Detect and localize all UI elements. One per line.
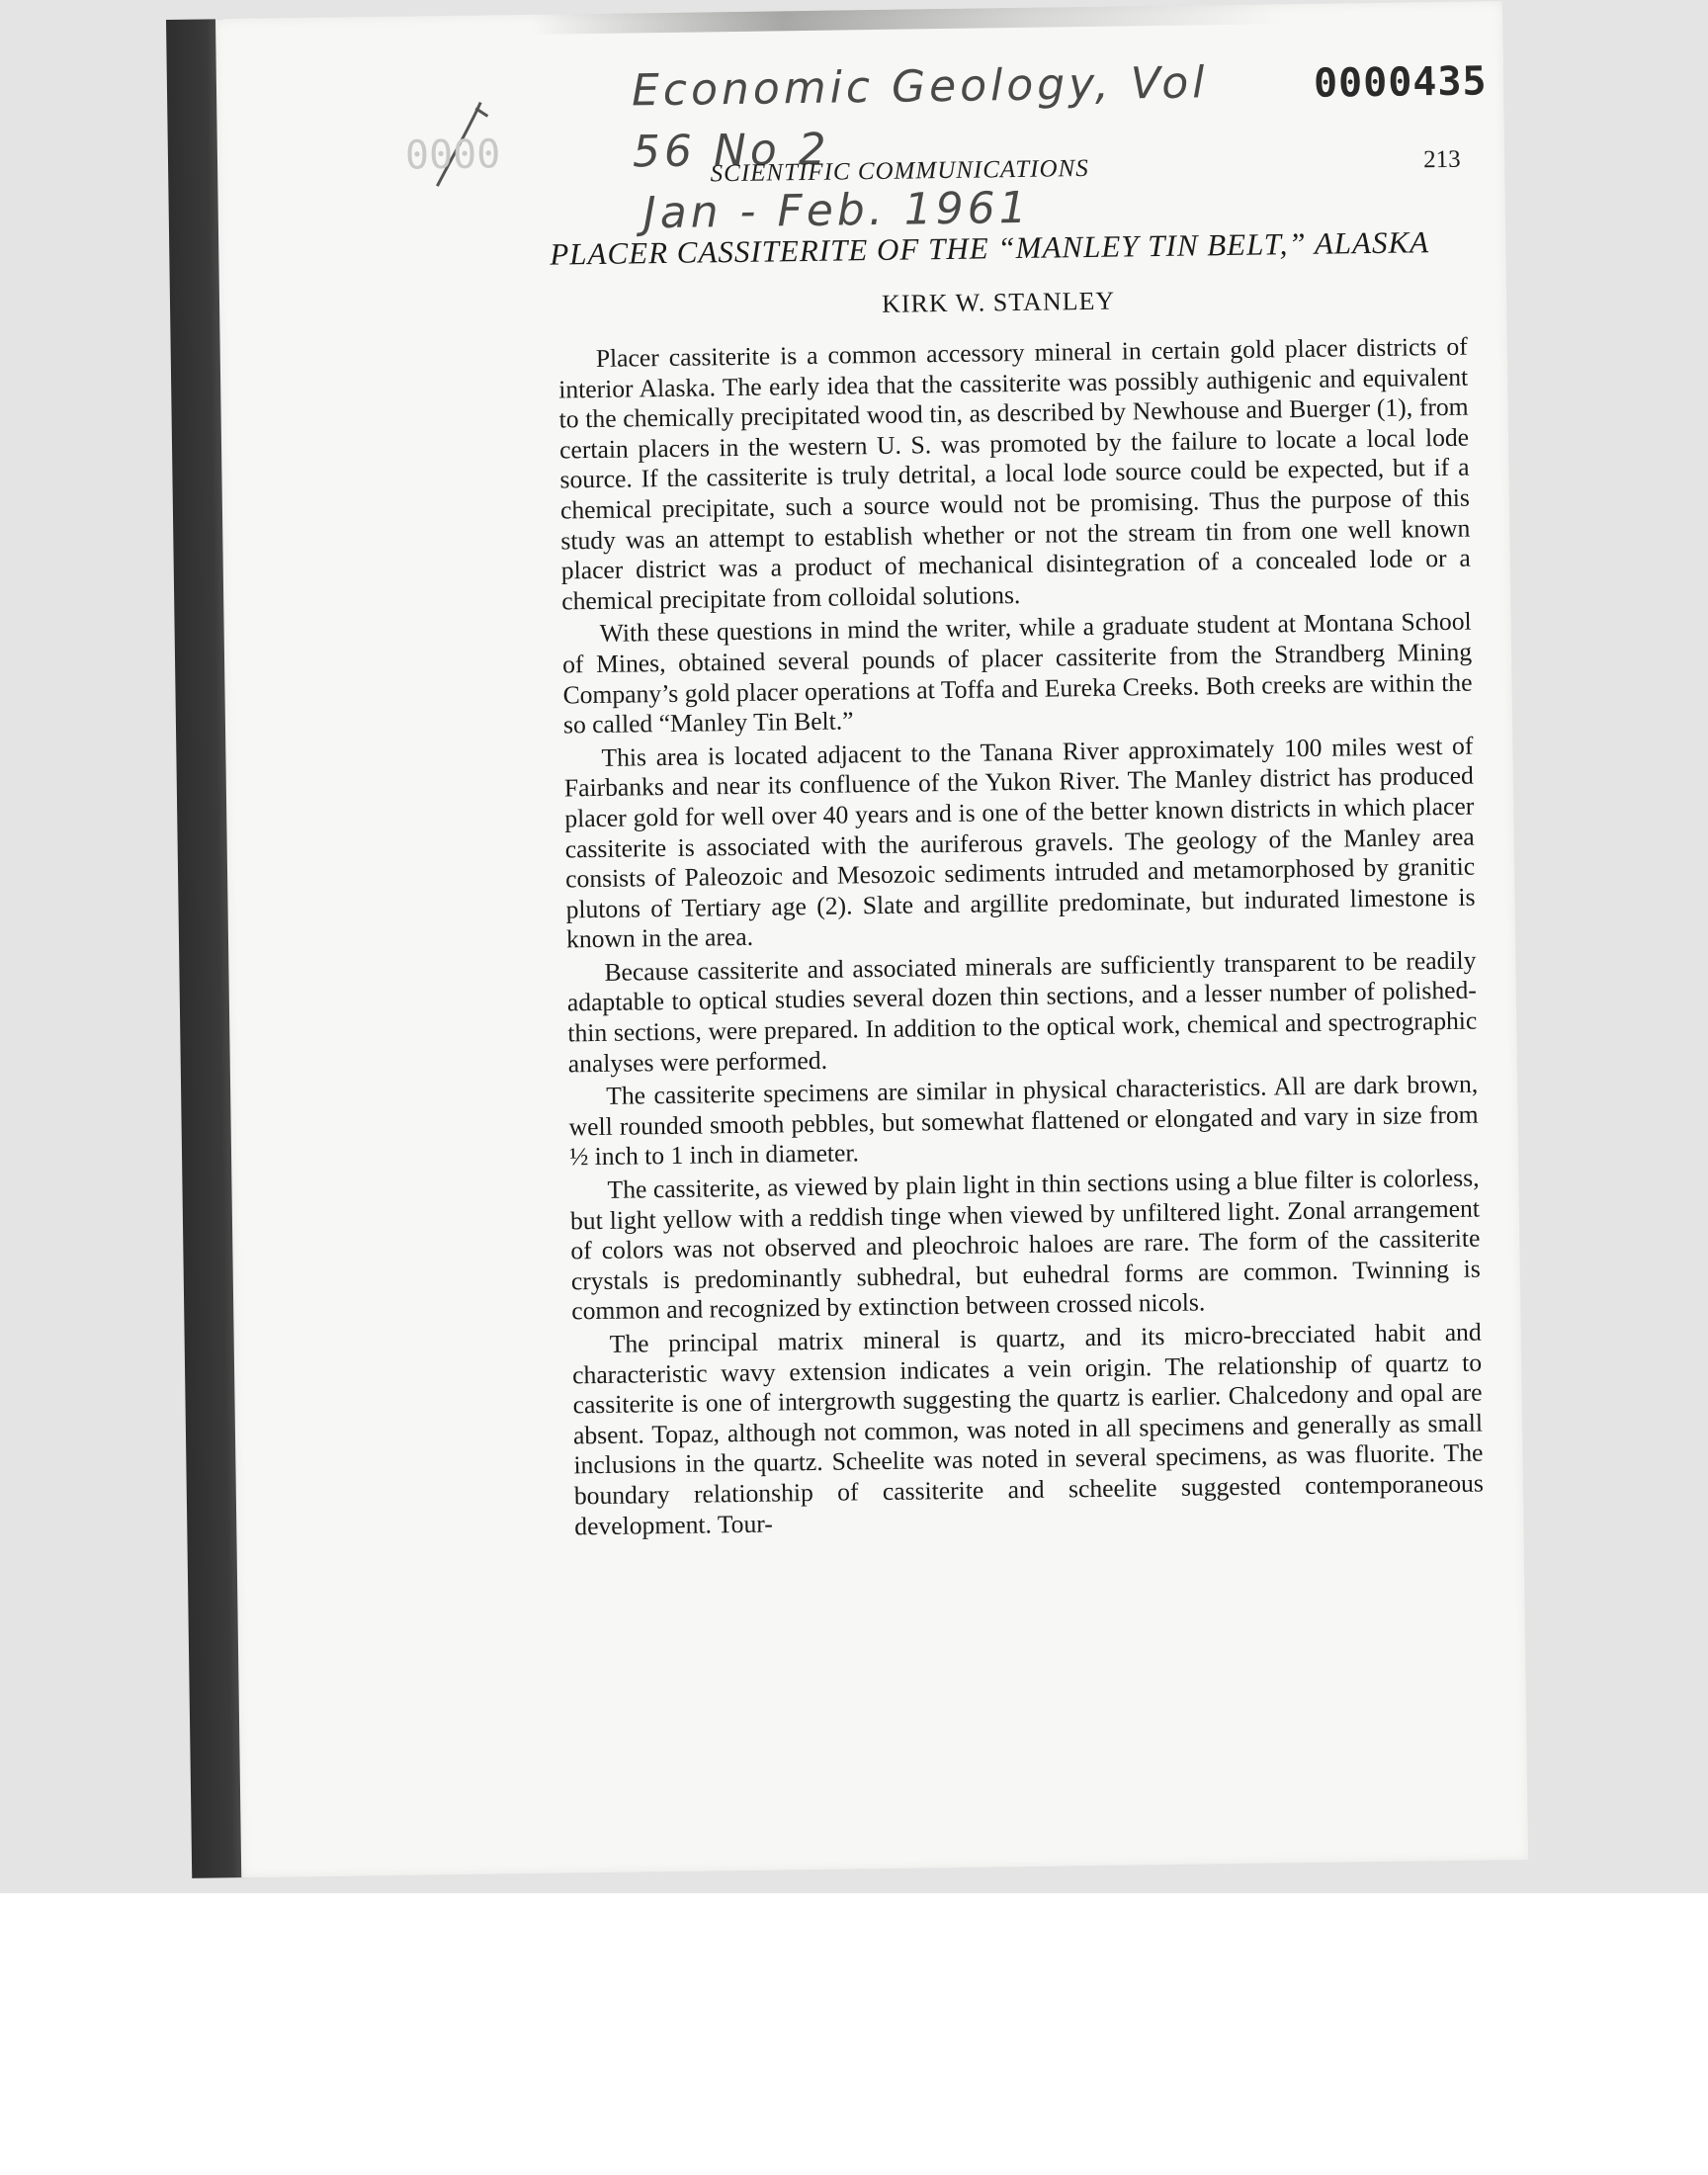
- paragraph: With these questions in mind the writer, while a graduate student at Montana School of Mines, obtained several pounds of placer cassiterite from the Strandberg Mining Company’s gold placer operations at Toffa and Eureka Creeks. Both creeks are within the so called “Manley Tin Belt.”: [561, 606, 1473, 740]
- paragraph: Placer cassiterite is a common accessory mineral in certain gold placer districts of interior Alaska. The early idea that the cassiterite was possibly authigenic and equivalent to the chemically precipitated wood tin, as described by Newhouse and Buerger (1), from certain placers in the western U. S. was promoted by the failure to locate a local lode source. If the cassiterite is truly detrital, a local lode source could be expected, but if a chemical precipitate, such a source would not be promising. Thus the purpose of this study was an attempt to establish whether or not the stream tin from one well known placer district was a product of mechanical disintegration of a concealed lode or a chemical precipitate from colloidal solutions.: [558, 331, 1471, 616]
- running-head: SCIENTIFIC COMMUNICATIONS: [710, 154, 1089, 188]
- article-title: PLACER CASSITERITE OF THE “MANLEY TIN BELT,” ALASKA: [550, 224, 1430, 272]
- paragraph: The cassiterite, as viewed by plain light in thin sections using a blue filter is colorless, but light yellow with a reddish tinge when viewed by unfiltered light. Zonal arrangement of colors was not observed and pleochroic haloes are rare. The form of the cassiterite crystals is predominantly subhedral, but euhedral forms are common. Twinning is common and recognized by extinction between crossed nicols.: [569, 1163, 1481, 1326]
- handwritten-line-2: Jan - Feb. 1961: [642, 182, 1032, 239]
- document-page: [166, 1, 1528, 1878]
- document-stamp-number: 0000435: [1313, 58, 1488, 107]
- blank-margin: [0, 1893, 1708, 2175]
- article-author: KIRK W. STANLEY: [881, 286, 1116, 318]
- page-number: 213: [1422, 145, 1461, 174]
- paragraph: This area is located adjacent to the Tanana River approximately 100 miles west of Fairbanks and near its confluence of the Yukon River. The Manley district has produced placer gold for well over 40 years and is one of the better known districts in which placer cassiterite is associated with the auriferous gravels. The geology of the Manley area consists of Paleozoic and Mesozoic sediments intruded and metamorphosed by granitic plutons of Tertiary age (2). Slate and argillite predominate, but indurated limestone is known in the area.: [563, 731, 1476, 954]
- paragraph: The cassiterite specimens are similar in physical characteristics. All are dark brown, well rounded smooth pebbles, but somewhat flattened or elongated and vary in size from ½ inch to 1 inch in diameter.: [568, 1069, 1479, 1172]
- paragraph: The principal matrix mineral is quartz, and its micro-brecciated habit and characteristic wavy extension indicates a vein origin. The relationship of quartz to cassiterite is one of intergrowth suggesting the quartz is earlier. Chalcedony and opal are absent. Topaz, although not common, was noted in all specimens and generally as small inclusions in the quartz. Scheelite was noted in several specimens, as was fluorite. The boundary relationship of cassiterite and scheelite suggested contemporaneous development. Tour-: [571, 1317, 1484, 1540]
- article-body: [558, 332, 1485, 1545]
- paragraph: Because cassiterite and associated minerals are sufficiently transparent to be readily adaptable to optical studies several dozen thin sections, and a lesser number of polished-thin sections, were prepared. In addition to the optical work, chemical and spectrographic analyses were performed.: [566, 945, 1478, 1079]
- handwritten-line-1: Economic Geology, Vol 56 No 2: [631, 57, 1209, 178]
- ghost-stamp: 0000: [404, 131, 501, 179]
